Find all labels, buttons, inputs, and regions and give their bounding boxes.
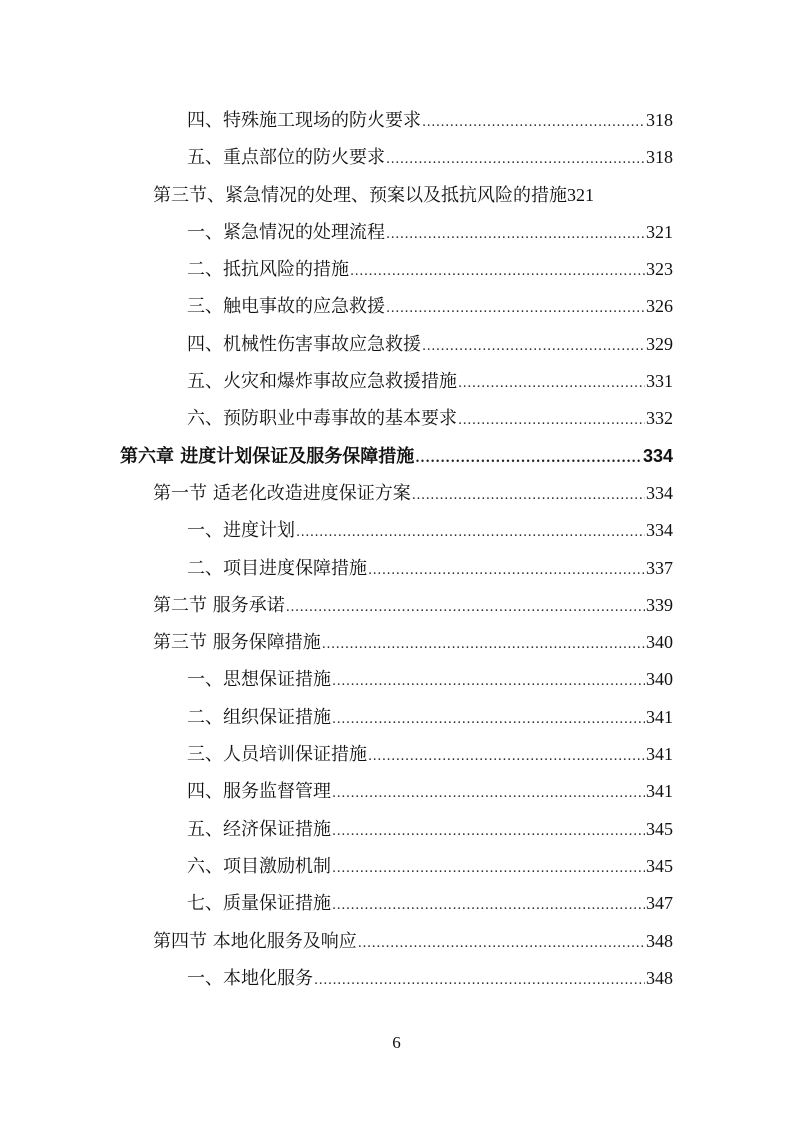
dot-leader: [368, 559, 645, 583]
toc-entry-page: 339: [646, 594, 673, 615]
toc-entry[interactable]: [0, 214, 793, 251]
toc-entry[interactable]: [0, 811, 793, 848]
toc-entry-title: 第六章 进度计划保证及服务保障措施: [120, 445, 415, 467]
toc-entry-title: 五、经济保证措施: [187, 818, 331, 840]
toc-entry-title: 二、抵抗风险的措施: [187, 259, 349, 281]
toc-entry-page: 340: [646, 669, 673, 690]
toc-entry[interactable]: [0, 102, 793, 139]
toc-entry-title: 三、人员培训保证措施: [187, 744, 367, 766]
toc-entry-page: 318: [646, 147, 673, 168]
toc-entry[interactable]: [0, 773, 793, 810]
toc-entry-page: 340: [646, 632, 673, 653]
toc-entry-page: 348: [646, 967, 673, 988]
toc-entry-title: 一、进度计划: [187, 520, 295, 542]
dot-leader: [458, 409, 645, 433]
toc-entry-page: 337: [646, 557, 673, 578]
toc-entry-title: 七、质量保证措施: [187, 893, 331, 915]
toc-entry-page: 318: [646, 110, 673, 130]
toc-entry[interactable]: [0, 475, 793, 512]
toc-entry-title: 五、重点部位的防火要求: [187, 147, 385, 169]
toc-entry[interactable]: [0, 624, 793, 661]
toc-entry-page: 332: [646, 408, 673, 429]
toc-entry-page: 321: [646, 221, 673, 242]
toc-entry-title: 一、思想保证措施: [187, 669, 331, 691]
toc-entry[interactable]: [0, 923, 793, 960]
toc-chapter-entry[interactable]: [0, 438, 793, 475]
toc-entry-title: 六、项目激励机制: [187, 855, 331, 877]
toc-entry-page: 334: [642, 445, 673, 466]
toc-entry-title: 二、组织保证措施: [187, 706, 331, 728]
toc-entry[interactable]: [0, 848, 793, 885]
toc-entry[interactable]: [0, 587, 793, 624]
dot-leader: [412, 484, 645, 508]
dot-leader: [422, 111, 645, 135]
toc-entry-title: 第三节、紧急情况的处理、预案以及抵抗风险的措施: [153, 184, 567, 206]
toc-entry-title: 五、火灾和爆炸事故应急救援措施: [187, 371, 457, 393]
toc-entry-page: 329: [646, 333, 673, 354]
dot-leader: [358, 932, 645, 956]
toc-entry-page: 326: [646, 296, 673, 317]
dot-leader: [314, 969, 645, 993]
toc-entry-page: 331: [646, 371, 673, 392]
toc-entry-page: 334: [646, 482, 673, 503]
dot-leader: [458, 372, 645, 396]
toc-entry-page: 341: [646, 706, 673, 727]
page-number: 6: [392, 1033, 401, 1052]
toc-entry-page: 348: [646, 930, 673, 951]
toc-entry-page: 345: [646, 855, 673, 876]
toc-entry[interactable]: [0, 550, 793, 587]
toc-entry-page: 341: [646, 744, 673, 765]
dot-leader: [332, 782, 645, 806]
dot-leader: [422, 335, 645, 359]
toc-entry-page: 345: [646, 818, 673, 839]
dot-leader: [332, 670, 645, 694]
dot-leader: [286, 596, 645, 620]
toc-entry[interactable]: [0, 736, 793, 773]
toc-entry-title: 三、触电事故的应急救援: [187, 296, 385, 318]
toc-entry-page: 334: [646, 520, 673, 541]
toc-entry-title: 一、本地化服务: [187, 967, 313, 989]
dot-leader: [386, 148, 645, 172]
toc-entry[interactable]: [0, 512, 793, 549]
toc-entry[interactable]: [0, 400, 793, 437]
toc-entry[interactable]: [0, 326, 793, 363]
toc-entry[interactable]: [0, 363, 793, 400]
toc-entry-title: 一、紧急情况的处理流程: [187, 221, 385, 243]
toc-entry[interactable]: [0, 288, 793, 325]
toc-entry[interactable]: [0, 661, 793, 698]
table-of-contents: [0, 102, 793, 997]
dot-leader: [415, 447, 642, 471]
toc-entry-page: 341: [646, 781, 673, 802]
dot-leader: [332, 708, 645, 732]
toc-entry-title: 第一节 适老化改造进度保证方案: [153, 482, 411, 504]
toc-entry-title: 第四节 本地化服务及响应: [153, 930, 357, 952]
toc-entry[interactable]: [0, 139, 793, 176]
toc-entry[interactable]: [0, 251, 793, 288]
dot-leader: [296, 521, 645, 545]
toc-entry-title: 二、项目进度保障措施: [187, 557, 367, 579]
dot-leader: [386, 297, 645, 321]
toc-entry-page: 347: [646, 893, 673, 914]
toc-entry[interactable]: [0, 885, 793, 922]
toc-entry-title: 六、预防职业中毒事故的基本要求: [187, 408, 457, 430]
toc-entry-title: 第二节 服务承诺: [153, 594, 285, 616]
toc-entry-title: 四、服务监督管理: [187, 781, 331, 803]
toc-entry-page: 321: [567, 184, 594, 205]
dot-leader: [332, 820, 645, 844]
toc-entry[interactable]: [0, 960, 793, 997]
toc-entry-title: 四、机械性伤害事故应急救援: [187, 333, 421, 355]
dot-leader: [332, 894, 645, 918]
toc-entry-title: 第三节 服务保障措施: [153, 632, 321, 654]
dot-leader: [386, 223, 645, 247]
toc-entry-title: 四、特殊施工现场的防火要求: [187, 110, 421, 131]
dot-leader: [350, 260, 645, 284]
toc-entry-page: 323: [646, 259, 673, 280]
dot-leader: [322, 633, 645, 657]
toc-entry[interactable]: [0, 177, 793, 214]
toc-entry[interactable]: [0, 699, 793, 736]
dot-leader: [368, 745, 645, 769]
dot-leader: [332, 857, 645, 881]
